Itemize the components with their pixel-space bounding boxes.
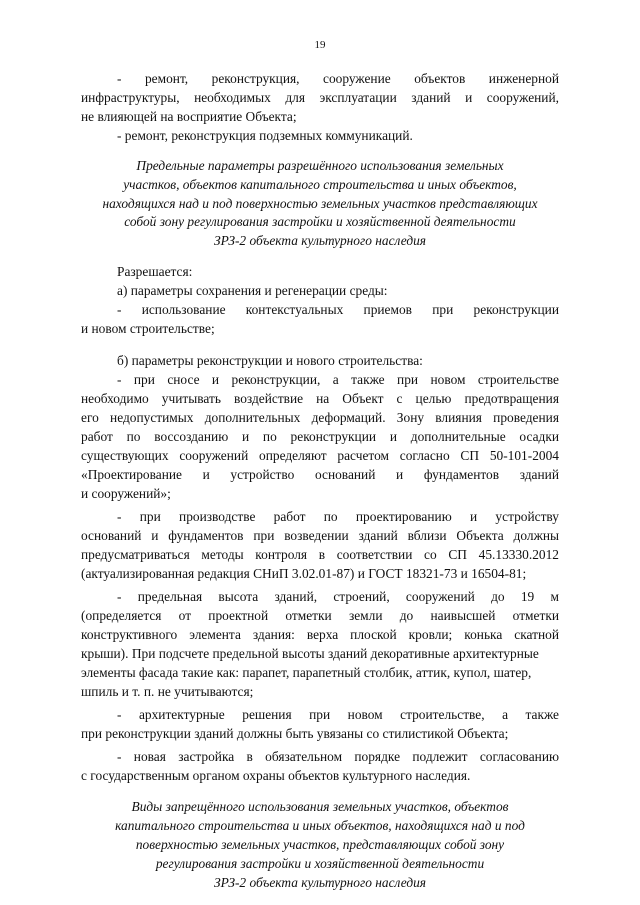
text-line: конструктивного элемента здания: верха плоской кровли; конька скатной [81, 627, 559, 642]
section-heading-line: регулирования застройки и хозяйственной деятельности [155, 856, 485, 871]
text-line: (определяется от проектной отметки земли до наивысшей отметки [81, 608, 559, 623]
text-line: - архитектурные решения при новом строительстве, а также [117, 707, 559, 722]
section-heading-line: ЗРЗ-2 объекта культурного наследия [213, 233, 427, 248]
section-heading-line: поверхностью земельных участков, представляющих собой зону [135, 837, 505, 852]
text-line: б) параметры реконструкции и нового строительства: [117, 353, 423, 368]
text-line: (актуализированная редакция СНиП 3.02.01-87) и ГОСТ 18321-73 и 16504-81; [81, 566, 527, 581]
text-line: - при производстве работ по проектированию и устройству [117, 509, 559, 524]
text-line: «Проектирование и устройство оснований и фундаментов зданий [81, 467, 559, 482]
text-line: - ремонт, реконструкция, сооружение объектов инженерной [117, 71, 559, 86]
text-line: оснований и фундаментов при возведении зданий вблизи Объекта должны [81, 528, 559, 543]
text-line: Разрешается: [117, 264, 193, 279]
section-heading-line: ЗРЗ-2 объекта культурного наследия [213, 875, 427, 890]
text-line: предусматриваться методы контроля в соответствии со СП 45.13330.2012 [81, 547, 559, 562]
text-line: - предельная высота зданий, строений, сооружений до 19 м [117, 589, 559, 604]
text-line: крыши). При подсчете предельной высоты зданий декоративные архитектурные [81, 646, 539, 661]
section-heading-line: находящихся над и под поверхностью земельных участков представляющих [102, 196, 538, 211]
section-heading-line: Виды запрещённого использования земельных участков, объектов [131, 799, 509, 814]
section-heading-line: Предельные параметры разрешённого использования земельных [136, 158, 504, 173]
text-line: и новом строительстве; [81, 321, 215, 336]
text-line: с государственным органом охраны объектов культурного наследия. [81, 768, 471, 783]
text-line: элементы фасада такие как: парапет, парапетный столбик, аттик, купол, шатер, [81, 665, 532, 680]
text-line: - использование контекстуальных приемов при реконструкции [117, 302, 559, 317]
text-line: при реконструкции зданий должны быть увязаны со стилистикой Объекта; [81, 726, 509, 741]
text-line: работ по воссозданию и по реконструкции и дополнительные осадки [81, 429, 559, 444]
text-line: необходимо учитывать воздействие на Объект с целью предотвращения [81, 391, 559, 406]
section-heading-line: капитального строительства и иных объектов, находящихся над и под [115, 818, 525, 833]
section-heading-line: участков, объектов капитального строительства и иных объектов, [123, 177, 517, 192]
text-line: - новая застройка в обязательном порядке подлежит согласованию [117, 749, 559, 764]
text-line: - ремонт, реконструкция подземных коммуникаций. [117, 128, 413, 143]
text-line: не влияющей на восприятие Объекта; [81, 109, 297, 124]
text-line: и сооружений»; [81, 486, 171, 501]
section-heading-line: собой зону регулирования застройки и хозяйственной деятельности [124, 214, 516, 229]
text-line: - при сносе и реконструкции, а также при новом строительстве [117, 372, 559, 387]
text-line: существующих сооружений определяют расчетом согласно СП 50-101-2004 [81, 448, 559, 463]
text-line: инфраструктуры, необходимых для эксплуатации зданий и сооружений, [81, 90, 559, 105]
text-line: а) параметры сохранения и регенерации среды: [117, 283, 388, 298]
page-number: 19 [314, 39, 326, 51]
text-line: шпиль и т. п. не учитываются; [81, 684, 254, 699]
text-line: его недопустимых дополнительных деформаций. Зону влияния проведения [81, 410, 559, 425]
